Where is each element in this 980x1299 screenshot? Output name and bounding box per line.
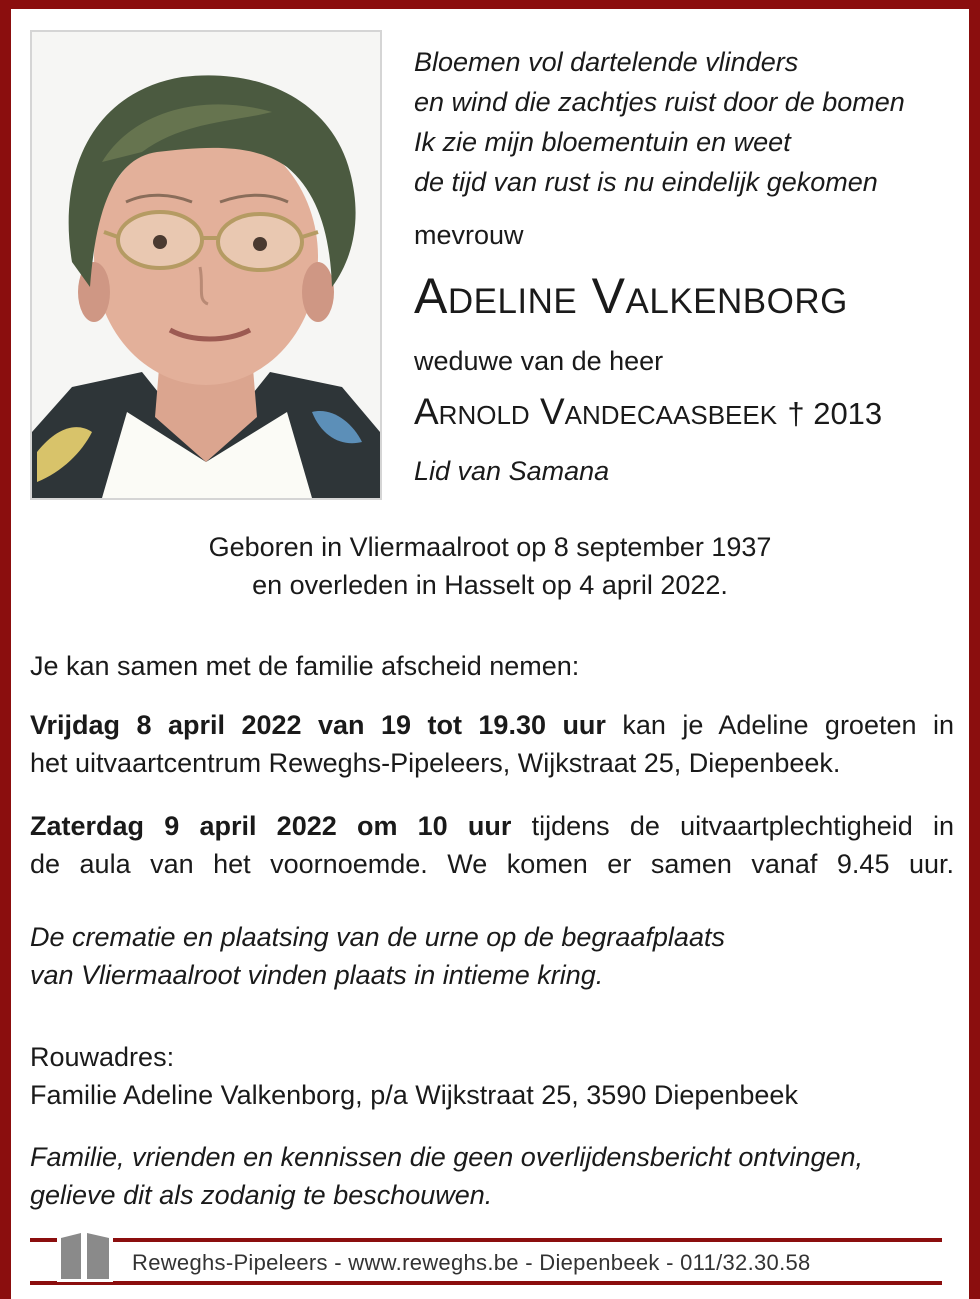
cremation-line: De crematie en plaatsing van de urne op de begraafplaats: [30, 922, 725, 952]
ceremony-paragraph: [30, 807, 954, 883]
membership: Lid van Samana: [414, 456, 610, 486]
birth-line: Geboren in Vliermaalroot op 8 september 1937: [208, 532, 772, 562]
visitation-paragraph: [30, 706, 954, 782]
address-value: Familie Adeline Valkenborg, p/a Wijkstraat 25, 3590 Diepenbeek: [30, 1080, 798, 1110]
poem: [414, 42, 964, 202]
death-line: en overleden in Hasselt op 4 april 2022.: [252, 570, 728, 600]
footer-rule-top: [30, 1238, 942, 1242]
cremation-line: van Vliermaalroot vinden plaats in intieme kring.: [30, 960, 604, 990]
address-label: Rouwadres:: [30, 1042, 175, 1072]
poem-line: Bloemen vol dartelende vlinders: [414, 47, 799, 77]
funeral-home-logo-icon: [57, 1230, 113, 1287]
ceremony-line-1: [30, 807, 954, 845]
spouse-name: Arnold Vandecaasbeek: [414, 391, 778, 432]
visitation-location: het uitvaartcentrum Reweghs-Pipeleers, Wijkstraat 25, Diepenbeek.: [30, 748, 841, 778]
spouse-line: [414, 388, 882, 438]
poem-line: de tijd van rust is nu eindelijk gekomen: [414, 167, 878, 197]
honorific: mevrouw: [414, 220, 524, 250]
footer-contact: Reweghs-Pipeleers - www.reweghs.be - Diepenbeek - 011/32.30.58: [130, 1247, 811, 1279]
poem-line: Ik zie mijn bloementuin en weet: [414, 127, 791, 157]
visitation-line-1: [30, 706, 954, 744]
notice-line: Familie, vrienden en kennissen die geen overlijdensbericht ontvingen,: [30, 1142, 864, 1172]
mourning-address: [30, 1038, 954, 1114]
ceremony-location: de aula van het voornoemde. We komen er samen vanaf 9.45 uur.: [30, 849, 954, 879]
farewell-intro: Je kan samen met de familie afscheid nemen:: [30, 651, 580, 681]
notice: [30, 1138, 954, 1214]
ceremony-datetime: Zaterdag 9 april 2022 om 10 uur: [30, 811, 512, 841]
notice-line: gelieve dit als zodanig te beschouwen.: [30, 1180, 493, 1210]
spouse-death-year: † 2013: [787, 396, 883, 431]
ceremony-text: tijdens de uitvaartplechtigheid in: [531, 811, 954, 841]
footer-rule-bottom: [30, 1281, 942, 1285]
visitation-text: kan je Adeline groeten in: [622, 710, 954, 740]
poem-line: en wind die zachtjes ruist door de bomen: [414, 87, 905, 117]
cremation-note: [30, 918, 954, 994]
deceased-name: Adeline Valkenborg: [414, 268, 848, 324]
visitation-datetime: Vrijdag 8 april 2022 van 19 tot 19.30 uur: [30, 710, 606, 740]
spouse-intro: weduwe van de heer: [414, 346, 664, 376]
life-dates: [0, 528, 980, 604]
portrait-photo: [30, 30, 382, 500]
